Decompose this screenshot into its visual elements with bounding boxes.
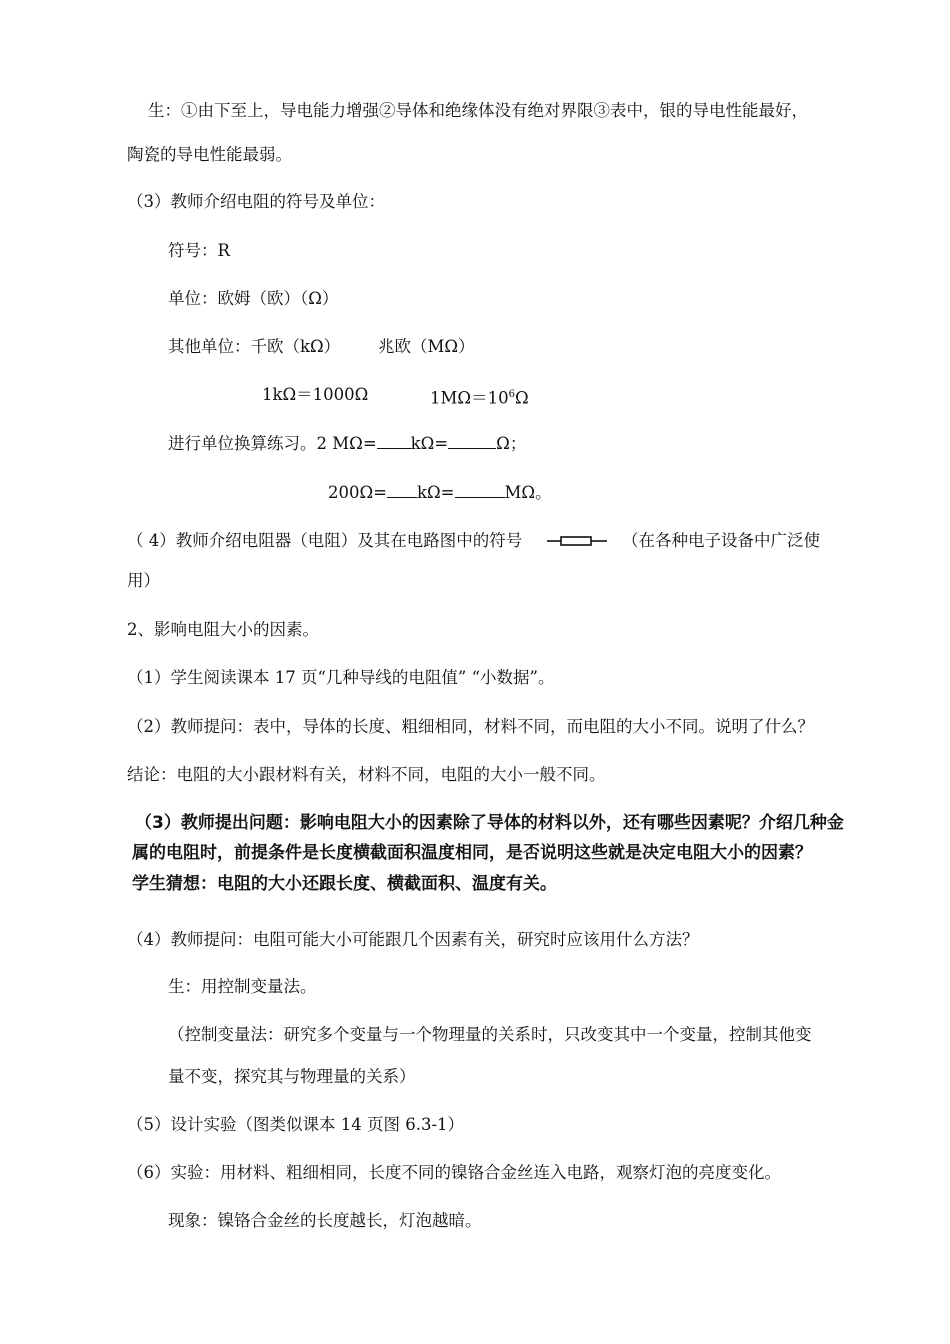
text-line: （ 4）教师介绍电阻器（电阻）及其在电路图中的符号 (127, 531, 523, 550)
answer-blank (377, 434, 411, 449)
exercise-line (168, 433, 526, 455)
text-segment: 200Ω= (328, 483, 387, 502)
text-segment: Ω； (496, 434, 527, 453)
formula: 1kΩ＝1000Ω (262, 385, 369, 404)
text-line: 学生猜想：电阻的大小还跟长度、横截面积、温度有关。 (132, 874, 557, 894)
text-segment: MΩ。 (504, 483, 552, 502)
text-segment: 进行单位换算练习。2 MΩ= (168, 434, 377, 453)
text-line: 兆欧（MΩ） (378, 337, 475, 356)
text-line: 结论：电阻的大小跟材料有关，材料不同，电阻的大小一般不同。 (127, 765, 606, 784)
answer-blank (448, 434, 496, 449)
text-line: 用） (127, 571, 160, 590)
text-line: （5）设计实验（图类似课本 14 页图 6.3-1） (127, 1115, 465, 1134)
text-line: 陶瓷的导电性能最弱。 (127, 145, 292, 164)
resistor-symbol-icon (547, 533, 607, 549)
text-line: 现象：镍铬合金丝的长度越长，灯泡越暗。 (168, 1211, 482, 1230)
text-line: 其他单位：千欧（kΩ） (168, 337, 341, 356)
formula-part: Ω (514, 388, 529, 408)
text-line: 符号：R (168, 241, 230, 260)
text-line: （在各种电子设备中广泛使 (622, 531, 820, 550)
text-line: 生：用控制变量法。 (168, 977, 317, 996)
text-line: 属的电阻时，前提条件是长度横截面积温度相同，是否说明这些就是决定电阻大小的因素？ (132, 843, 812, 863)
text-line: （6）实验：用材料、粗细相同，长度不同的镍铬合金丝连入电路，观察灯泡的亮度变化。 (127, 1163, 781, 1182)
text-line: （1）学生阅读课本 17 页“几种导线的电阻值” “小数据”。 (127, 668, 555, 687)
text-line: 生：①由下至上，导电能力增强②导体和绝缘体没有绝对界限③表中，银的导电性能最好， (148, 101, 808, 120)
text-segment: kΩ= (417, 483, 455, 502)
formula (430, 384, 529, 410)
formula-part: 1MΩ＝10 (430, 388, 509, 408)
text-line: 单位：欧姆（欧）（Ω） (168, 289, 339, 308)
answer-blank (387, 483, 417, 498)
superscript: 6 (508, 389, 515, 400)
text-segment: kΩ= (410, 434, 449, 453)
text-line: 量不变，探究其与物理量的关系） (168, 1067, 416, 1086)
text-line: （3）教师提出问题：影响电阻大小的因素除了导体的材料以外，还有哪些因素呢？介绍几种金 (135, 813, 844, 833)
text-line: （控制变量法：研究多个变量与一个物理量的关系时，只改变其中一个变量，控制其他变 (168, 1025, 812, 1044)
text-line: （2）教师提问：表中，导体的长度、粗细相同，材料不同，而电阻的大小不同。说明了什么？ (127, 717, 814, 736)
section-heading: 2、影响电阻大小的因素。 (127, 620, 319, 639)
text-line: （3）教师介绍电阻的符号及单位： (127, 192, 385, 211)
text-line: （4）教师提问：电阻可能大小可能跟几个因素有关，研究时应该用什么方法？ (127, 930, 699, 949)
exercise-line (328, 482, 552, 504)
answer-blank (455, 483, 505, 498)
